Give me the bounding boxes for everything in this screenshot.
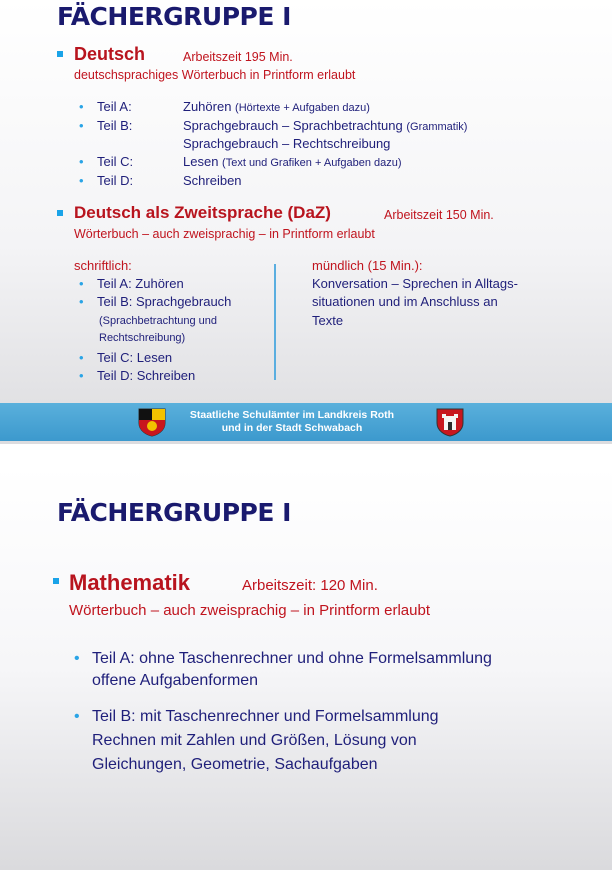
part-text: Schreiben <box>183 173 242 188</box>
written-item-note: (Sprachbetrachtung und <box>99 315 218 327</box>
subject-daz: Deutsch als Zweitsprache (DaZ) <box>74 203 331 222</box>
list-item: • <box>74 708 80 725</box>
footer-line: und in der Stadt Schwabach <box>221 422 363 434</box>
list-item: • <box>79 350 84 365</box>
list-item: • <box>79 118 84 133</box>
deutsch-time: Arbeitszeit 195 Min. <box>183 50 293 64</box>
math-dictionary-note: Wörterbuch – auch zweisprachig – in Printform erlaubt <box>69 602 430 619</box>
part-label: Teil B: <box>97 118 133 133</box>
oral-line: situationen und im Anschluss an <box>312 294 498 309</box>
list-item: • <box>79 294 84 309</box>
subject-deutsch: Deutsch <box>74 44 146 64</box>
part-b-line: Rechnen mit Zahlen und Größen, Lösung von <box>92 732 417 749</box>
part-label: Teil A: <box>97 99 132 114</box>
slide-title: FÄCHERGRUPPE I <box>57 2 291 31</box>
math-time: Arbeitszeit: 120 Min. <box>242 577 378 594</box>
daz-dictionary-note: Wörterbuch – auch zweisprachig – in Printform erlaubt <box>74 227 375 241</box>
written-item: Teil B: Sprachgebrauch <box>97 294 232 309</box>
written-item: Teil A: Zuhören <box>97 276 184 291</box>
subject-mathematik: Mathematik <box>69 570 191 595</box>
written-item: Teil D: Schreiben <box>97 368 196 383</box>
daz-time: Arbeitszeit 150 Min. <box>384 208 494 222</box>
list-item: • <box>79 173 84 188</box>
list-item: • <box>79 99 84 114</box>
deutsch-dictionary-note: deutschsprachiges Wörterbuch in Printform erlaubt <box>74 68 356 82</box>
list-item: • <box>79 368 84 383</box>
part-a-line: Teil A: ohne Taschenrechner und ohne Formelsammlung <box>92 650 492 667</box>
bullet-square-icon <box>57 210 63 216</box>
slide-title: FÄCHERGRUPPE I <box>57 498 291 527</box>
written-heading: schriftlich: <box>74 258 132 273</box>
part-b-line: Gleichungen, Geometrie, Sachaufgaben <box>92 756 378 773</box>
part-label: Teil D: <box>97 173 134 188</box>
footer-text <box>181 409 403 435</box>
column-divider <box>274 264 276 380</box>
part-text: Sprachgebrauch – Sprachbetrachtung (Grammatik) <box>183 118 468 133</box>
list-item: • <box>79 154 84 169</box>
footer-line: Staatliche Schulämter im Landkreis Roth <box>189 409 395 421</box>
written-item: Teil C: Lesen <box>97 350 173 365</box>
schwabach-crest-icon <box>435 407 465 437</box>
bullet-square-icon <box>57 51 63 57</box>
part-text: Lesen (Text und Grafiken + Aufgaben dazu) <box>183 154 402 169</box>
oral-line: Konversation – Sprechen in Alltags- <box>312 276 518 291</box>
written-item-note: Rechtschreibung) <box>99 332 186 344</box>
bullet-square-icon <box>53 578 59 584</box>
list-item: • <box>79 276 84 291</box>
part-a-line: offene Aufgabenformen <box>92 672 259 689</box>
part-text-line2: Sprachgebrauch – Rechtschreibung <box>183 136 391 151</box>
slide-2 <box>0 466 612 870</box>
part-text: Zuhören (Hörtexte + Aufgaben dazu) <box>183 99 370 114</box>
oral-line: Texte <box>312 313 344 328</box>
part-label: Teil C: <box>97 154 134 169</box>
list-item: • <box>74 650 80 667</box>
roth-crest-icon <box>137 407 167 437</box>
footer-bar <box>0 403 612 441</box>
part-b-line: Teil B: mit Taschenrechner und Formelsammlung <box>92 708 439 725</box>
oral-heading: mündlich (15 Min.): <box>312 258 423 273</box>
